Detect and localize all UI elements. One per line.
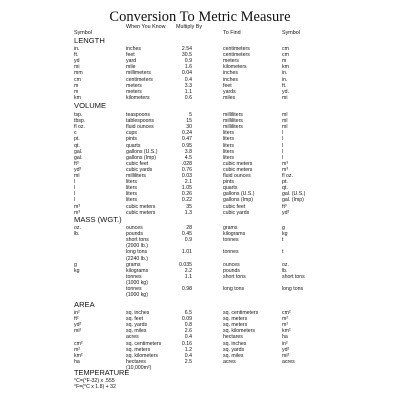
table-row	[0, 83, 400, 89]
cell-symbol-2: cm	[282, 52, 289, 59]
cell-to-find: cubic meters	[223, 160, 253, 167]
cell-symbol-2: lb.	[282, 267, 288, 274]
cell-symbol-2: l	[282, 136, 284, 143]
cell-multiply-by: 4.5	[184, 154, 192, 161]
page-title: Conversion To Metric Measure	[109, 9, 291, 25]
cell-to-find: quarts	[223, 185, 238, 192]
cell-when-you-know: gallons (U.S.)	[126, 148, 158, 155]
cell-to-find: inches	[223, 76, 238, 83]
table-row	[0, 292, 400, 298]
cell-when-you-know: cubic feet	[126, 160, 149, 167]
cell-symbol-2: m²	[282, 316, 289, 323]
cell-symbol: mi	[74, 64, 80, 71]
cell-multiply-by: 30	[186, 124, 192, 131]
cell-multiply-by: 0.4	[184, 352, 192, 359]
cell-when-you-know: (1000 kg)	[126, 279, 148, 286]
cell-when-you-know: sq. meters	[126, 346, 151, 353]
col-header-when-you-know: When You Know	[126, 24, 166, 30]
cell-to-find: cubic yards	[223, 209, 250, 216]
table-row	[0, 89, 400, 95]
cell-to-find: sq. meters	[223, 322, 248, 329]
table-row	[0, 124, 400, 130]
cell-when-you-know: kilograms	[126, 267, 149, 274]
cell-when-you-know: milliliters	[126, 173, 146, 179]
cell-multiply-by: 2.6	[184, 328, 192, 335]
cell-symbol-2: yd³	[282, 209, 290, 216]
cell-to-find: sq. centimeters	[223, 310, 259, 316]
cell-to-find: miles	[223, 94, 236, 101]
cell-to-find: liters	[223, 148, 234, 155]
table-row	[0, 173, 400, 179]
cell-multiply-by: 2.5	[184, 358, 192, 365]
table-row	[0, 256, 400, 262]
cell-multiply-by: 0.09	[181, 316, 192, 323]
table-row	[0, 262, 400, 268]
cell-to-find: yards	[223, 88, 236, 95]
cell-when-you-know: sq. centimeters	[126, 340, 162, 347]
table-row	[0, 225, 400, 231]
col-header-symbol-2: Symbol	[282, 30, 300, 36]
table-row	[0, 95, 400, 101]
cell-symbol: m³	[74, 209, 81, 216]
cell-to-find: sq. yards	[223, 346, 245, 353]
section-title: LENGTH	[74, 36, 105, 45]
cell-symbol-2: ft.	[282, 82, 287, 89]
cell-when-you-know: sq. kilometers	[126, 352, 158, 359]
cell-multiply-by: 1.01	[181, 249, 192, 256]
cell-multiply-by: .028	[181, 160, 192, 167]
cell-symbol-2: l	[282, 130, 284, 137]
cell-when-you-know: sq. yards	[126, 322, 148, 329]
cell-symbol: mi²	[74, 328, 82, 335]
col-header-multiply-by: Multiply By	[176, 24, 203, 30]
cell-to-find: liters	[223, 130, 234, 137]
table-row	[0, 197, 400, 203]
cell-when-you-know: tablespoons	[126, 118, 154, 125]
cell-to-find: cubic meters	[223, 166, 253, 173]
cell-to-find: centimeters	[223, 52, 250, 59]
cell-symbol-2: g	[282, 225, 285, 231]
cell-multiply-by: 3.3	[184, 82, 192, 89]
cell-to-find: milliliters	[223, 124, 243, 131]
cell-symbol-2: m²	[282, 322, 289, 329]
cell-symbol-2: qt.	[282, 185, 288, 192]
cell-symbol-2: ml	[282, 112, 288, 118]
cell-multiply-by: 0.22	[181, 197, 192, 204]
table-row	[0, 334, 400, 340]
cell-symbol-2: yd.	[282, 88, 289, 95]
cell-symbol: yd	[74, 58, 80, 65]
section-title: AREA	[74, 300, 95, 309]
cell-when-you-know: cubic meters	[126, 209, 156, 216]
cell-symbol: fl oz.	[74, 124, 85, 131]
cell-to-find: fluid ounces	[223, 173, 251, 179]
cell-when-you-know: liters	[126, 179, 137, 186]
cell-multiply-by: 0.8	[184, 322, 192, 329]
section-title: MASS (WGT.)	[74, 215, 122, 224]
cell-when-you-know: cubic meters	[126, 203, 156, 210]
cell-when-you-know: meters	[126, 88, 142, 95]
cell-multiply-by: 5	[189, 112, 192, 118]
cell-symbol: qt.	[74, 142, 80, 149]
cell-symbol-2: km	[282, 64, 289, 71]
cell-when-you-know: millimeters	[126, 70, 151, 77]
cell-multiply-by: 0.04	[181, 70, 192, 77]
cell-when-you-know: pounds	[126, 231, 144, 238]
cell-symbol: oz.	[74, 225, 81, 231]
cell-multiply-by: 3.8	[184, 148, 192, 155]
cell-multiply-by: 0.6	[184, 94, 192, 101]
cell-symbol: l	[74, 185, 76, 192]
cell-symbol-2: acres	[282, 358, 295, 365]
table-row	[0, 155, 400, 161]
cell-symbol-2: yd²	[282, 346, 290, 353]
cell-symbol: ft.	[74, 52, 79, 59]
table-row	[0, 237, 400, 243]
table-row	[0, 52, 400, 58]
cell-symbol-2: mi	[282, 94, 288, 101]
cell-to-find: feet	[223, 82, 232, 89]
cell-multiply-by: 2.54	[181, 46, 192, 52]
cell-multiply-by: 0.4	[184, 76, 192, 83]
cell-when-you-know: mile	[126, 64, 136, 71]
cell-symbol: kg	[74, 267, 80, 274]
cell-symbol-2: m³	[282, 160, 289, 167]
cell-when-you-know: ounces	[126, 225, 143, 231]
cell-symbol: c	[74, 130, 77, 137]
cell-when-you-know: fluid ounces	[126, 124, 154, 131]
cell-to-find: milliliters	[223, 118, 243, 125]
cell-multiply-by: 0.03	[181, 173, 192, 179]
table-row	[0, 179, 400, 185]
table-row	[0, 143, 400, 149]
cell-symbol: lb.	[74, 231, 80, 238]
cell-multiply-by: 0.035	[179, 261, 192, 268]
cell-multiply-by: 1.2	[184, 346, 192, 353]
table-row	[0, 243, 400, 249]
cell-when-you-know: hectares	[126, 358, 146, 365]
cell-symbol: gal.	[74, 148, 83, 155]
table-row	[0, 185, 400, 191]
cell-symbol-2: mi²	[282, 352, 290, 359]
cell-symbol-2: ft³	[282, 203, 287, 210]
cell-when-you-know: quarts	[126, 142, 141, 149]
cell-symbol: tsp.	[74, 112, 83, 118]
table-row	[0, 274, 400, 280]
cell-to-find: short tons	[223, 273, 246, 280]
cell-multiply-by: 35	[186, 203, 192, 210]
cell-when-you-know: long tons	[126, 249, 148, 256]
cell-when-you-know: feet	[126, 52, 135, 59]
table-row	[0, 161, 400, 167]
col-header-symbol: Symbol	[74, 30, 92, 36]
table-row	[0, 249, 400, 255]
cell-symbol: in²	[74, 310, 80, 316]
cell-when-you-know: meters	[126, 82, 142, 89]
cell-symbol: ha	[74, 358, 80, 365]
cell-to-find: sq. kilometers	[223, 328, 255, 335]
cell-multiply-by: 0.4	[184, 334, 192, 341]
table-row	[0, 130, 400, 136]
cell-symbol-2: kg	[282, 231, 288, 238]
table-row	[0, 310, 400, 316]
temperature-title: TEMPERATURE	[74, 368, 130, 377]
cell-symbol-2: l	[282, 154, 284, 161]
table-row	[0, 231, 400, 237]
cell-symbol: km²	[74, 352, 83, 359]
cell-symbol-2: ml	[282, 124, 288, 131]
cell-symbol: m²	[74, 346, 81, 353]
cell-when-you-know: tonnes	[126, 286, 142, 292]
cell-multiply-by: 1.1	[184, 273, 192, 280]
cell-to-find: gallons (Imp)	[223, 197, 253, 204]
table-row	[0, 149, 400, 155]
cell-to-find: gallons (U.S.)	[223, 191, 255, 198]
cell-symbol: yd³	[74, 166, 82, 173]
cell-multiply-by: 0.9	[184, 237, 192, 244]
cell-symbol: mm	[74, 70, 83, 77]
cell-when-you-know: liters	[126, 197, 137, 204]
cell-when-you-know: teaspoons	[126, 112, 150, 118]
cell-when-you-know: cups	[126, 130, 137, 137]
cell-symbol-2: long tons	[282, 286, 304, 292]
table-row	[0, 268, 400, 274]
cell-symbol-2: cm²	[282, 310, 291, 316]
cell-symbol: g	[74, 261, 77, 268]
cell-when-you-know: liters	[126, 191, 137, 198]
cell-when-you-know: (1000 kg)	[126, 292, 148, 299]
cell-to-find: acres	[223, 358, 236, 365]
cell-symbol: tbsp.	[74, 118, 86, 125]
cell-symbol-2: m³	[282, 166, 289, 173]
cell-multiply-by: 1.3	[184, 209, 192, 216]
cell-to-find: inches	[223, 70, 238, 77]
table-row	[0, 58, 400, 64]
cell-symbol-2: in.	[282, 70, 288, 77]
cell-symbol: l	[74, 197, 76, 204]
cell-to-find: sq. inches	[223, 340, 247, 347]
cell-to-find: long tons	[223, 286, 245, 292]
cell-multiply-by: 2.1	[184, 179, 192, 186]
cell-symbol: cm	[74, 76, 81, 83]
table-row	[0, 359, 400, 365]
cell-when-you-know: (2240 lb.)	[126, 255, 148, 262]
cell-symbol: pt.	[74, 136, 80, 143]
cell-when-you-know: cubic yards	[126, 166, 153, 173]
cell-symbol: cm²	[74, 340, 83, 347]
cell-to-find: hectares	[223, 334, 243, 341]
cell-when-you-know: tonnes	[126, 273, 142, 280]
temperature-formula-c: °C=(°F-32) x .555	[74, 378, 115, 384]
cell-symbol: gal.	[74, 154, 83, 161]
cell-multiply-by: 1.6	[184, 64, 192, 71]
cell-symbol-2: ml	[282, 118, 288, 125]
cell-symbol-2: gal. (Imp)	[282, 197, 304, 204]
cell-to-find: pints	[223, 179, 234, 186]
cell-when-you-know: grams	[126, 261, 141, 268]
cell-when-you-know: liters	[126, 185, 137, 192]
table-row	[0, 210, 400, 216]
table-row	[0, 70, 400, 76]
table-row	[0, 286, 400, 292]
cell-symbol-2: in²	[282, 340, 288, 347]
cell-multiply-by: 2.2	[184, 267, 192, 274]
cell-multiply-by: 15	[186, 118, 192, 125]
cell-symbol-2: l	[282, 148, 284, 155]
cell-multiply-by: 28	[186, 225, 192, 231]
cell-symbol: km	[74, 94, 81, 101]
table-row	[0, 112, 400, 118]
cell-when-you-know: sq. feet	[126, 316, 144, 323]
table-row	[0, 191, 400, 197]
table-row	[0, 280, 400, 286]
cell-symbol-2: oz.	[282, 261, 289, 268]
cell-to-find: pounds	[223, 267, 241, 274]
cell-to-find: tonnes	[223, 249, 239, 256]
cell-when-you-know: pints	[126, 136, 137, 143]
table-row	[0, 204, 400, 210]
section-title: VOLUME	[74, 101, 107, 110]
table-row	[0, 328, 400, 334]
cell-symbol-2: t	[282, 249, 284, 256]
cell-to-find: kilograms	[223, 231, 246, 238]
cell-to-find: kilometers	[223, 64, 247, 71]
table-row	[0, 316, 400, 322]
cell-symbol: l	[74, 179, 76, 186]
cell-symbol: m	[74, 82, 79, 89]
cell-to-find: sq. miles	[223, 352, 244, 359]
cell-multiply-by: 0.9	[184, 58, 192, 65]
table-row	[0, 46, 400, 52]
table-row	[0, 118, 400, 124]
cell-symbol-2: t	[282, 237, 284, 244]
cell-to-find: ounces	[223, 261, 240, 268]
cell-symbol-2: in.	[282, 76, 288, 83]
cell-symbol: m³	[74, 203, 81, 210]
cell-when-you-know: sq. inches	[126, 310, 150, 316]
cell-symbol: ml	[74, 173, 80, 179]
table-row	[0, 347, 400, 353]
temperature-formula-f: °F=(°C x 1.8) + 32	[74, 384, 116, 390]
cell-multiply-by: 30.5	[181, 52, 192, 59]
cell-multiply-by: 0.16	[181, 340, 192, 347]
cell-when-you-know: gallons (Imp)	[126, 154, 156, 161]
cell-to-find: liters	[223, 142, 234, 149]
cell-symbol-2: gal. (U.S.)	[282, 191, 306, 198]
cell-when-you-know: sq. miles	[126, 328, 147, 335]
cell-to-find: meters	[223, 58, 239, 65]
table-row	[0, 365, 400, 371]
cell-multiply-by: 0.95	[181, 142, 192, 149]
cell-multiply-by: 6.5	[184, 310, 192, 316]
cell-to-find: milliliters	[223, 112, 243, 118]
cell-multiply-by: 0.24	[181, 130, 192, 137]
cell-symbol: m	[74, 88, 79, 95]
cell-symbol-2: l	[282, 142, 284, 149]
cell-multiply-by: 0.76	[181, 166, 192, 173]
table-row	[0, 322, 400, 328]
cell-to-find: centimeters	[223, 46, 250, 52]
cell-when-you-know: (2000 lb.)	[126, 243, 148, 250]
cell-multiply-by: 1.1	[184, 88, 192, 95]
cell-symbol: ft³	[74, 160, 79, 167]
cell-symbol-2: pt.	[282, 179, 288, 186]
cell-multiply-by: 0.47	[181, 136, 192, 143]
col-header-to-find: To Find	[223, 30, 241, 36]
cell-to-find: sq. meters	[223, 316, 248, 323]
cell-multiply-by: 0.26	[181, 191, 192, 198]
cell-when-you-know: (10,000m²)	[126, 364, 152, 371]
cell-multiply-by: 0.45	[181, 231, 192, 238]
cell-to-find: grams	[223, 225, 238, 231]
cell-symbol-2: cm	[282, 46, 289, 52]
cell-multiply-by: 0.98	[181, 286, 192, 292]
cell-symbol-2: short tons	[282, 273, 305, 280]
cell-multiply-by: 1.05	[181, 185, 192, 192]
cell-symbol-2: fl oz.	[282, 173, 293, 179]
table-row	[0, 341, 400, 347]
cell-symbol: yd²	[74, 322, 82, 329]
table-row	[0, 353, 400, 359]
table-row	[0, 136, 400, 142]
cell-symbol: in.	[74, 46, 80, 52]
cell-to-find: cubic feet	[223, 203, 246, 210]
cell-symbol-2: km²	[282, 328, 291, 335]
cell-symbol: ft²	[74, 316, 79, 323]
cell-symbol-2: m	[282, 58, 287, 65]
cell-when-you-know: kilometers	[126, 94, 150, 101]
cell-symbol-2: ha	[282, 334, 288, 341]
table-row	[0, 77, 400, 83]
cell-when-you-know: short tons	[126, 237, 149, 244]
cell-when-you-know: yard	[126, 58, 137, 65]
cell-to-find: liters	[223, 154, 234, 161]
cell-when-you-know: acres	[126, 334, 139, 341]
cell-when-you-know: inches	[126, 46, 141, 52]
table-row	[0, 64, 400, 70]
cell-symbol: l	[74, 191, 76, 198]
table-row	[0, 167, 400, 173]
cell-to-find: tonnes	[223, 237, 239, 244]
cell-to-find: liters	[223, 136, 234, 143]
cell-when-you-know: centimeters	[126, 76, 153, 83]
